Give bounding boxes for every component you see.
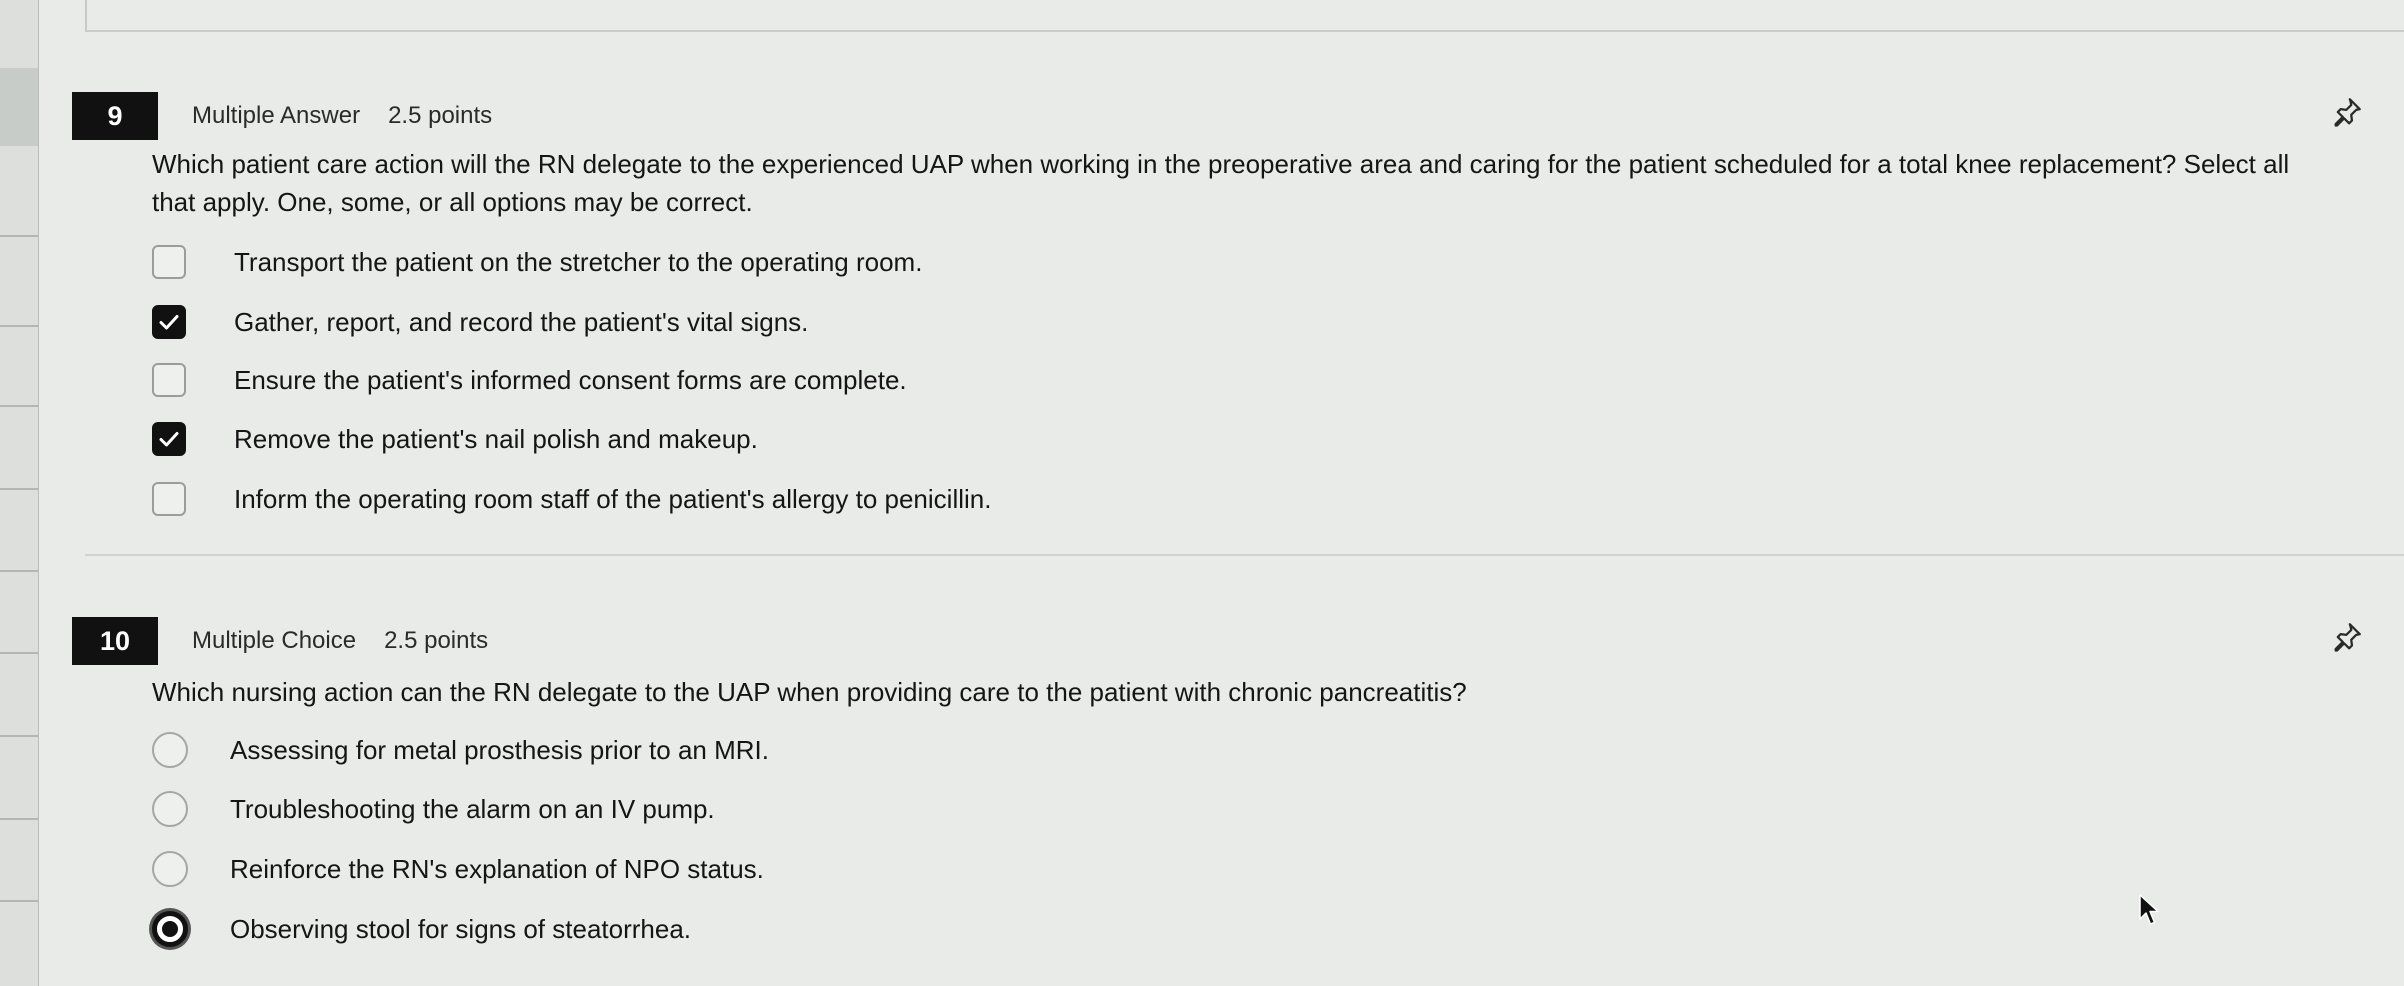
sidebar-tab[interactable] bbox=[0, 68, 38, 146]
checkbox[interactable] bbox=[152, 245, 186, 279]
left-sidebar-strip bbox=[0, 0, 39, 986]
option-label: Assessing for metal prosthesis prior to an MRI. bbox=[230, 734, 769, 765]
answer-option[interactable] bbox=[152, 787, 715, 831]
sidebar-divider bbox=[0, 235, 38, 237]
pin-icon[interactable] bbox=[2330, 95, 2364, 129]
sidebar-divider bbox=[0, 818, 38, 820]
checkbox[interactable] bbox=[152, 363, 186, 397]
radio-dot bbox=[162, 921, 178, 937]
radio-button[interactable] bbox=[152, 791, 188, 827]
radio-button-selected[interactable] bbox=[152, 911, 188, 947]
radio-button[interactable] bbox=[152, 732, 188, 768]
top-divider bbox=[85, 30, 2404, 32]
checkbox[interactable] bbox=[152, 482, 186, 516]
check-icon bbox=[157, 427, 181, 451]
question-prompt: Which nursing action can the RN delegate to the UAP when providing care to the patient with chronic pancreatitis? bbox=[152, 677, 1467, 707]
question-prompt: Which patient care action will the RN delegate to the experienced UAP when working in the preoperative area and caring for the patient scheduled for a total knee replacement? Select all that apply. One, some, or all options may be correct. bbox=[152, 149, 2290, 217]
question-number-badge: 9 bbox=[72, 92, 158, 140]
sidebar-divider bbox=[0, 405, 38, 407]
option-label: Ensure the patient's informed consent forms are complete. bbox=[234, 364, 907, 395]
answer-option[interactable] bbox=[152, 847, 764, 891]
option-label: Reinforce the RN's explanation of NPO status. bbox=[230, 853, 764, 884]
pin-icon[interactable] bbox=[2330, 620, 2364, 654]
sidebar-divider bbox=[0, 570, 38, 572]
answer-option[interactable] bbox=[152, 358, 907, 402]
question-divider bbox=[85, 554, 2404, 556]
checkbox-checked[interactable] bbox=[152, 305, 186, 339]
answer-option[interactable] bbox=[152, 728, 769, 772]
question-points: 2.5 points bbox=[388, 102, 493, 129]
radio-button[interactable] bbox=[152, 851, 188, 887]
option-label: Transport the patient on the stretcher to the operating room. bbox=[234, 246, 923, 277]
question-points: 2.5 points bbox=[384, 627, 489, 654]
sidebar-divider bbox=[0, 652, 38, 654]
question-type: Multiple Answer bbox=[192, 102, 361, 129]
sidebar-divider bbox=[0, 488, 38, 490]
header-divider bbox=[85, 0, 87, 32]
sidebar-divider bbox=[0, 735, 38, 737]
question-type: Multiple Choice bbox=[192, 627, 357, 654]
answer-option[interactable] bbox=[152, 477, 991, 521]
checkbox-checked[interactable] bbox=[152, 422, 186, 456]
option-label: Inform the operating room staff of the patient's allergy to penicillin. bbox=[234, 483, 992, 514]
option-label: Gather, report, and record the patient's vital signs. bbox=[234, 306, 809, 337]
check-icon bbox=[157, 310, 181, 334]
question-number-badge: 10 bbox=[72, 617, 158, 665]
mouse-pointer-icon bbox=[2138, 893, 2164, 927]
question-meta bbox=[192, 102, 520, 130]
answer-option[interactable] bbox=[152, 240, 922, 284]
question-meta bbox=[192, 627, 516, 655]
option-label: Troubleshooting the alarm on an IV pump. bbox=[230, 793, 715, 824]
option-label: Observing stool for signs of steatorrhea. bbox=[230, 913, 692, 944]
sidebar-divider bbox=[0, 325, 38, 327]
sidebar-divider bbox=[0, 900, 38, 902]
answer-option[interactable] bbox=[152, 300, 808, 344]
answer-option[interactable] bbox=[152, 907, 691, 951]
answer-option[interactable] bbox=[152, 417, 758, 461]
option-label: Remove the patient's nail polish and makeup. bbox=[234, 423, 758, 454]
